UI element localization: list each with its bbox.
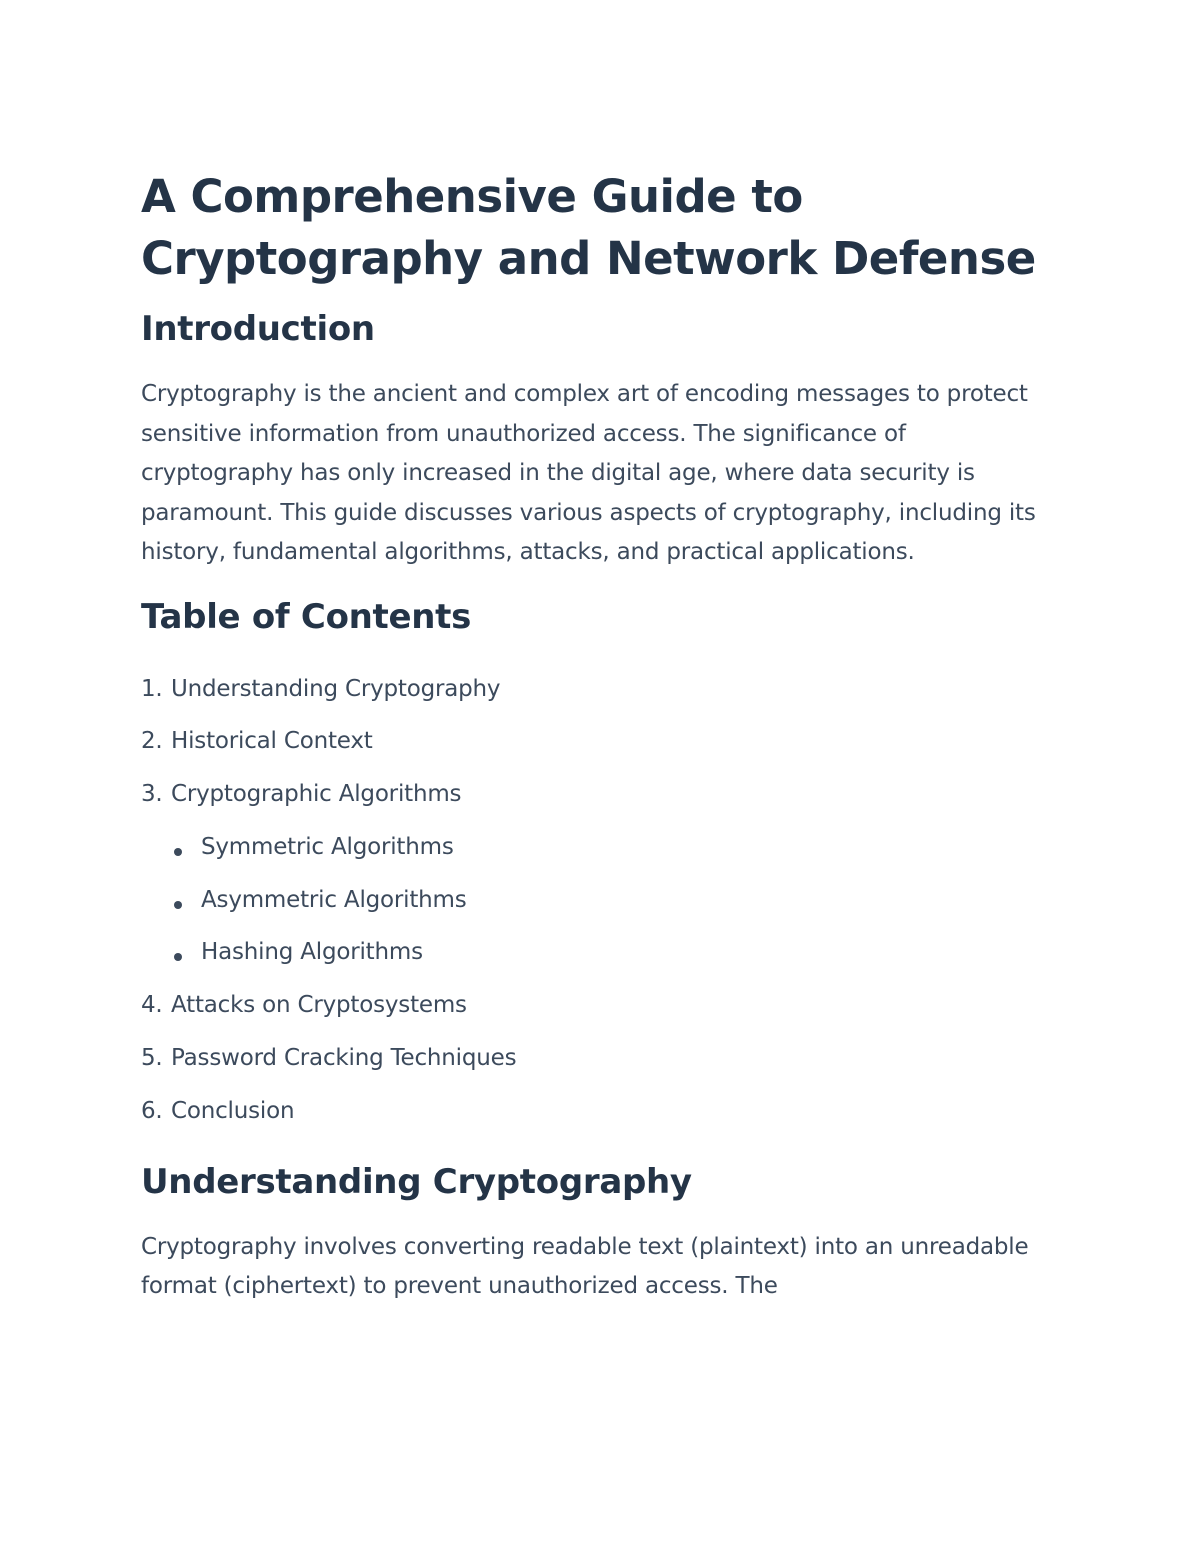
table-of-contents bbox=[141, 663, 1061, 1138]
toc-item-label: Attacks on Cryptosystems bbox=[171, 992, 467, 1019]
toc-item-number: 5. bbox=[141, 1045, 163, 1072]
toc-subitem-label: Asymmetric Algorithms bbox=[201, 886, 467, 913]
document-title: A Comprehensive Guide to Cryptography and Network Defense bbox=[141, 170, 1036, 285]
toc-item-number: 3. bbox=[141, 781, 163, 808]
understanding-heading: Understanding Cryptography bbox=[141, 1161, 692, 1202]
toc-item-label: Historical Context bbox=[171, 728, 373, 755]
toc-item bbox=[141, 663, 1061, 716]
toc-item bbox=[141, 979, 1061, 1032]
toc-subitem-label: Hashing Algorithms bbox=[201, 939, 423, 966]
toc-item-label: Password Cracking Techniques bbox=[171, 1045, 517, 1072]
toc-subitem-label: Symmetric Algorithms bbox=[201, 833, 454, 860]
toc-item-label: Cryptographic Algorithms bbox=[171, 781, 462, 808]
introduction-heading: Introduction bbox=[141, 309, 375, 349]
understanding-paragraph: Cryptography involves converting readable text (plaintext) into an unreadable format (ciphertext) to prevent unauthorized access. The bbox=[141, 1233, 1029, 1300]
toc-item-number: 6. bbox=[141, 1097, 163, 1124]
toc-item-label: Understanding Cryptography bbox=[171, 675, 501, 702]
document-page bbox=[141, 166, 1061, 1307]
toc-subitem bbox=[141, 821, 1061, 874]
toc-item bbox=[141, 1032, 1061, 1085]
toc-item-number: 2. bbox=[141, 728, 163, 755]
toc-item bbox=[141, 715, 1061, 768]
introduction-paragraph: Cryptography is the ancient and complex art of encoding messages to protect sensitive information from unauthorized access. The significance of cryptography has only increased in the digital age, where data security is paramount. This guide discusses various aspects of cryptography, including its history, fundamental algorithms, attacks, and practical applications. bbox=[141, 381, 1036, 565]
toc-item bbox=[141, 1085, 1061, 1138]
toc-heading: Table of Contents bbox=[141, 596, 472, 637]
toc-subitem bbox=[141, 926, 1061, 979]
toc-item bbox=[141, 768, 1061, 821]
toc-item-label: Conclusion bbox=[171, 1097, 295, 1124]
toc-subitem bbox=[141, 874, 1061, 927]
toc-item-number: 4. bbox=[141, 992, 163, 1019]
toc-item-number: 1. bbox=[141, 675, 163, 702]
